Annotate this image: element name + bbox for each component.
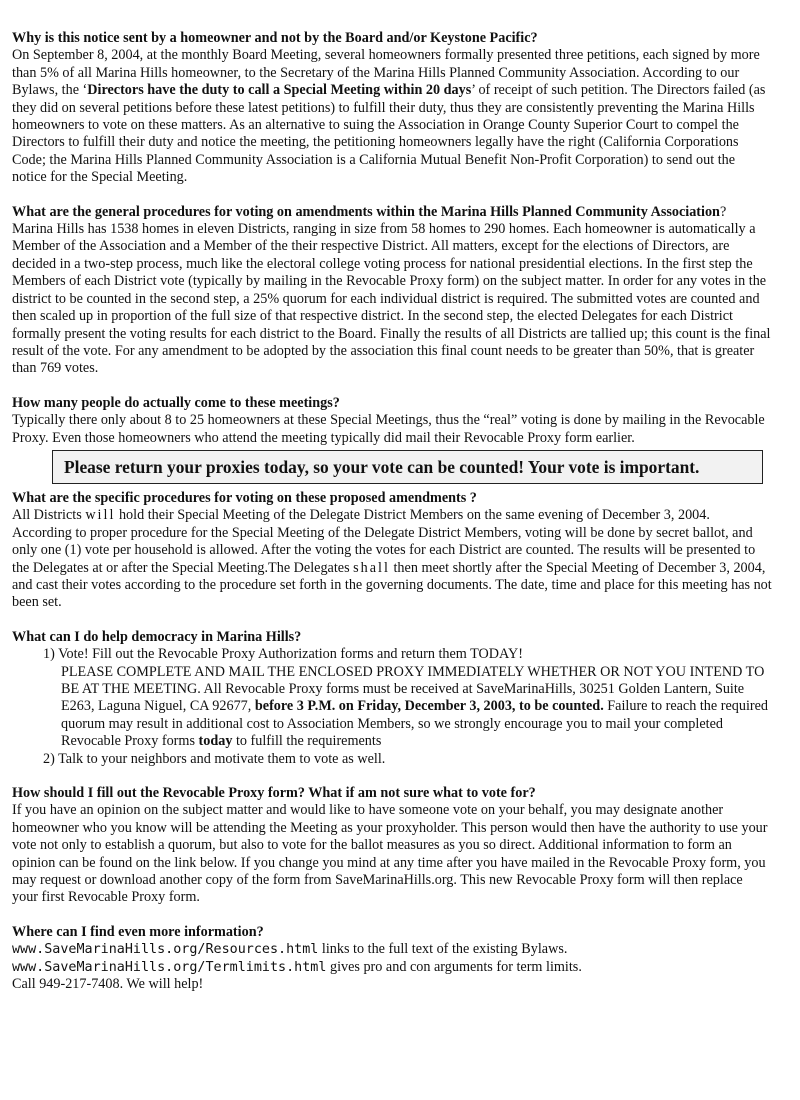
list-item-talk-neighbors: 2) Talk to your neighbors and motivate them to vote as well.: [43, 750, 386, 767]
detail-text: to fulfill the requirements: [232, 733, 382, 750]
question-mark: ?: [719, 203, 727, 220]
answer-specific-procedures: [12, 507, 772, 611]
answer-text-spaced: will: [85, 507, 116, 524]
detail-text: PLEASE COMPLETE AND MAIL THE ENCLOSED PROXY IMMEDIATELY WHETHER OR NOT YOU INTEND TO BE AT THE MEETING. All Revocable Proxy forms must be received at SaveMarinaHills, 30251 Golden Lantern, Suite E263, Laguna Niguel, CA 92677,: [61, 663, 765, 715]
resources-link[interactable]: www.SaveMarinaHills.org/Resources.html: [12, 942, 319, 958]
answer-text: then meet shortly after the Special Meeting of December 3, 2004, and cast their votes according to the procedure set forth in the governing documents. The date, time and place for this meeting has not been set.: [12, 559, 772, 611]
question-general-procedures: [12, 204, 772, 221]
resources-link-desc: links to the full text of the existing Bylaws.: [318, 941, 568, 958]
detail-text: Failure to reach the required quorum may result in additional cost to Association Members, so we strongly encourage you to mail your completed Revocable Proxy forms: [61, 698, 769, 750]
answer-emphasis: Directors have the duty to call a Special Meeting within 20 days: [87, 82, 472, 99]
help-list: [12, 646, 772, 768]
answer-text: ’ of receipt of such petition. The Directors failed (as they did on several petitions before these latest petitions) to fulfill their duty, thus they are consistently preventing the Marina Hills homeowners to vote on these matters. As an alternative to suing the Association in Orange County Superior Court to compel the Directors to fulfill their duty and notice the meeting, the petitioning homeowners legally have the right (California Corporations Code; the Marina Hills Planned Community Association is a California Mutual Benefit Non-Profit Corporation) to send out the notice for the Special Meeting.: [12, 82, 766, 186]
question-more-information: Where can I find even more information?: [12, 923, 264, 940]
termlimits-link[interactable]: www.SaveMarinaHills.org/Termlimits.html: [12, 959, 327, 975]
list-item-vote: 1) Vote! Fill out the Revocable Proxy Authorization forms and return them TODAY!: [43, 646, 523, 663]
resource-link-line: [12, 941, 772, 958]
callout-return-proxies: Please return your proxies today, so your vote can be counted! Your vote is important.: [52, 450, 763, 484]
question-help-democracy: What can I do help democracy in Marina Hills?: [12, 628, 302, 645]
answer-attendance: Typically there only about 8 to 25 homeowners at these Special Meetings, thus the “real” voting is done by mailing in the Revocable Proxy. Even those homeowners who attend the meeting typically did mail their Revocable Proxy form earlier.: [12, 412, 765, 446]
answer-fill-proxy: If you have an opinion on the subject matter and would like to have someone vote on your behalf, you may designate another homeowner who you know will be attending the Meeting as your proxyholder. This person would then have the authority to use your vote not only to establish a quorum, but also to vote for the ballot measures as you so direct. Additional information to form an opinion can be found on the link below. If you change you mind at any time after you have mailed in the Revocable Proxy form, you may request or download another copy of the form from SaveMarinaHills.org. This new Revocable Proxy form will then replace your first Revocable Proxy form.: [12, 802, 768, 906]
termlimits-link-desc: gives pro and con arguments for term limits.: [326, 958, 582, 975]
answer-general-procedures: Marina Hills has 1538 homes in eleven Districts, ranging in size from 58 homes to 290 homes. Each homeowner is automatically a Member of the Association and a Member of the their respective District. All matters, except for the elections of Directors, are decided in a two-step process, much like the electoral college voting process for national presidential elections. In the first step the Members of each District vote (typically by mailing in the Revocable Proxy form) on the subject matter. In order for any votes in the district to be counted in the second step, a 25% quorum for each individual district is required. The submitted votes are counted and then scaled up in proportion of the full size of that respective district. In the second step, the elected Delegates for each District formally present the voting results for each district to the Board. Finally the results of all Districts are tallied up; this count is the final result of the vote. For any amendment to be adopted by the association this final count needs to be greater than 50%, that is greater than 769 votes.: [12, 221, 771, 377]
question-specific-procedures: What are the specific procedures for voting on these proposed amendments ?: [12, 489, 477, 506]
call-line: Call 949-217-7408. We will help!: [12, 976, 204, 993]
termlimits-link-line: [12, 959, 772, 976]
list-item-vote-detail: [61, 664, 772, 751]
document-page: [12, 30, 772, 994]
detail-today: today: [198, 733, 233, 750]
answer-text: hold their Special Meeting of the Delegate District Members on the same evening of December 3, 2004. According to proper procedure for the Special Meeting of the Delegate District Members, voting will be done by secret ballot, and only one (1) vote per household is allowed. After the voting the votes for each District are counted. The results will be presented to the Delegates at or after the Special Meeting.The Delegates: [12, 507, 756, 576]
answer-text-spaced: shall: [353, 559, 390, 576]
answer-why-homeowner-notice: [12, 47, 772, 186]
question-text: What are the general procedures for voting on amendments within the Marina Hills Planned Community Association: [12, 203, 720, 220]
question-attendance: How many people do actually come to these meetings?: [12, 394, 340, 411]
answer-text: All Districts: [12, 507, 86, 524]
answer-text: On September 8, 2004, at the monthly Board Meeting, several homeowners formally presented three petitions, each signed by more than 5% of all Marina Hills homeowner, to the Secretary of the Marina Hills Planned Community Association. According to our Bylaws, the ‘: [12, 47, 760, 99]
question-fill-proxy: How should I fill out the Revocable Proxy form? What if am not sure what to vote for?: [12, 785, 536, 802]
detail-deadline: before 3 P.M. on Friday, December 3, 2003, to be counted.: [254, 698, 604, 715]
question-why-homeowner-notice: Why is this notice sent by a homeowner and not by the Board and/or Keystone Pacific?: [12, 30, 538, 46]
